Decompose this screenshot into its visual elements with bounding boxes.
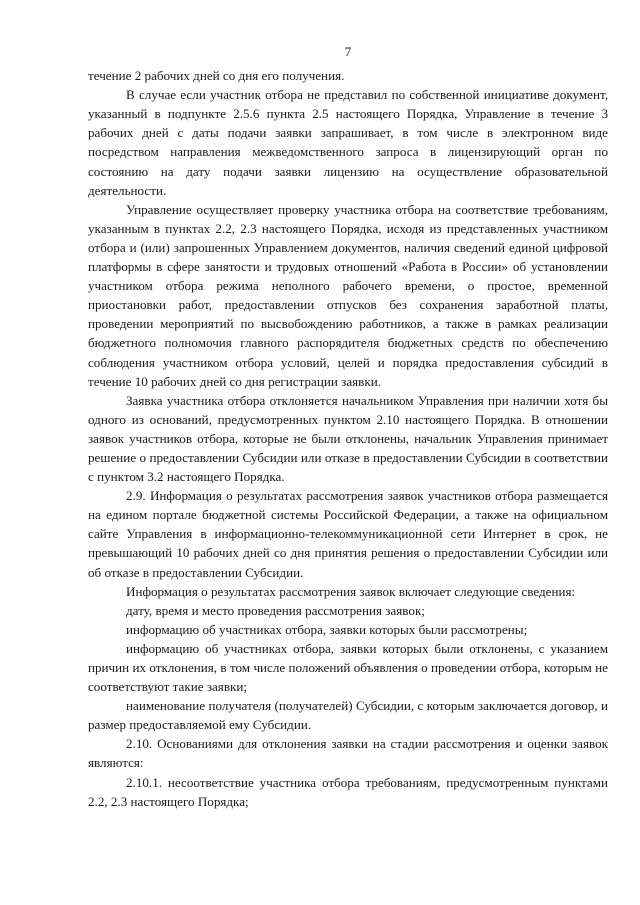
- paragraph-2-10-1: 2.10.1. несоответствие участника отбора требованиям, предусмотренным пунктами 2.2, 2.3 настоящего Порядка;: [88, 774, 608, 809]
- paragraph-continuation: течение 2 рабочих дней со дня его получения.: [88, 68, 345, 84]
- list-item-reviewed: информацию об участниках отбора, заявки которых были рассмотрены;: [126, 621, 528, 637]
- page-number: 7: [344, 44, 352, 59]
- list-item-date: дату, время и место проведения рассмотрения заявок;: [126, 602, 425, 618]
- paragraph-rejection: Заявка участника отбора отклоняется начальником Управления при наличии хотя бы одного из оснований, предусмотренных пунктом 2.10 настоящего Порядка. В отношении заявок участников отбора, которые не были отклонены, начальник Управления принимает решение о предоставлении Субсидии или отказе в предоставлении Субсидии в соответствии с пунктом 3.2 настоящего Порядка.: [88, 392, 608, 485]
- paragraph-2-10: 2.10. Основаниями для отклонения заявки на стадии рассмотрения и оценки заявок являются:: [88, 736, 608, 771]
- paragraph-2-9: 2.9. Информация о результатах рассмотрения заявок участников отбора размещается на едином портале бюджетной системы Российской Федерации, а также на официальном сайте Управления в информационно-телекоммуникационной сети Интернет в срок, не превышающий 10 рабочих дней со дня принятия решения о предоставлении Субсидии или об отказе в предоставлении Субсидии.: [88, 488, 608, 580]
- list-item-recipient: наименование получателя (получателей) Субсидии, с которым заключается договор, и размер предоставляемой ему Субсидии.: [88, 698, 608, 733]
- paragraph-license-request: В случае если участник отбора не представил по собственной инициативе документ, указанный в подпункте 2.5.6 пункта 2.5 настоящего Порядка, Управление в течение 3 рабочих дней с даты подачи заявки запрашивает, в том числе в электронном виде посредством направления межведомственного запроса в лицензирующий орган по состоянию на дату подачи заявки лицензию на осуществление образовательной деятельности.: [88, 87, 608, 198]
- list-item-rejected: информацию об участниках отбора, заявки которых были отклонены, с указанием причин их отклонения, в том числе положений объявления о проведении отбора, которым не соответствуют такие заявки;: [88, 640, 608, 695]
- paragraph-verification: Управление осуществляет проверку участника отбора на соответствие требованиям, указанным в пунктах 2.2, 2.3 настоящего Порядка, исходя из представленных участником отбора и (или) запрошенных Управлением документов, наличия сведений единой цифровой платформы в сфере занятости и трудовых отношений «Работа в России» об установлении участником отбора режима неполного рабочего времени, о простое, временной приостановки работ, предоставлении отпусков без сохранения заработной платы, проведении мероприятий по высвобождению работников, а также в рамках реализации бюджетного полномочия главного распорядителя бюджетных средств по обеспечению соблюдения участником отбора условий, целей и порядка предоставления субсидий в течение 10 рабочих дней со дня регистрации заявки.: [88, 201, 608, 389]
- paragraph-info-includes: Информация о результатах рассмотрения заявок включает следующие сведения:: [126, 583, 576, 599]
